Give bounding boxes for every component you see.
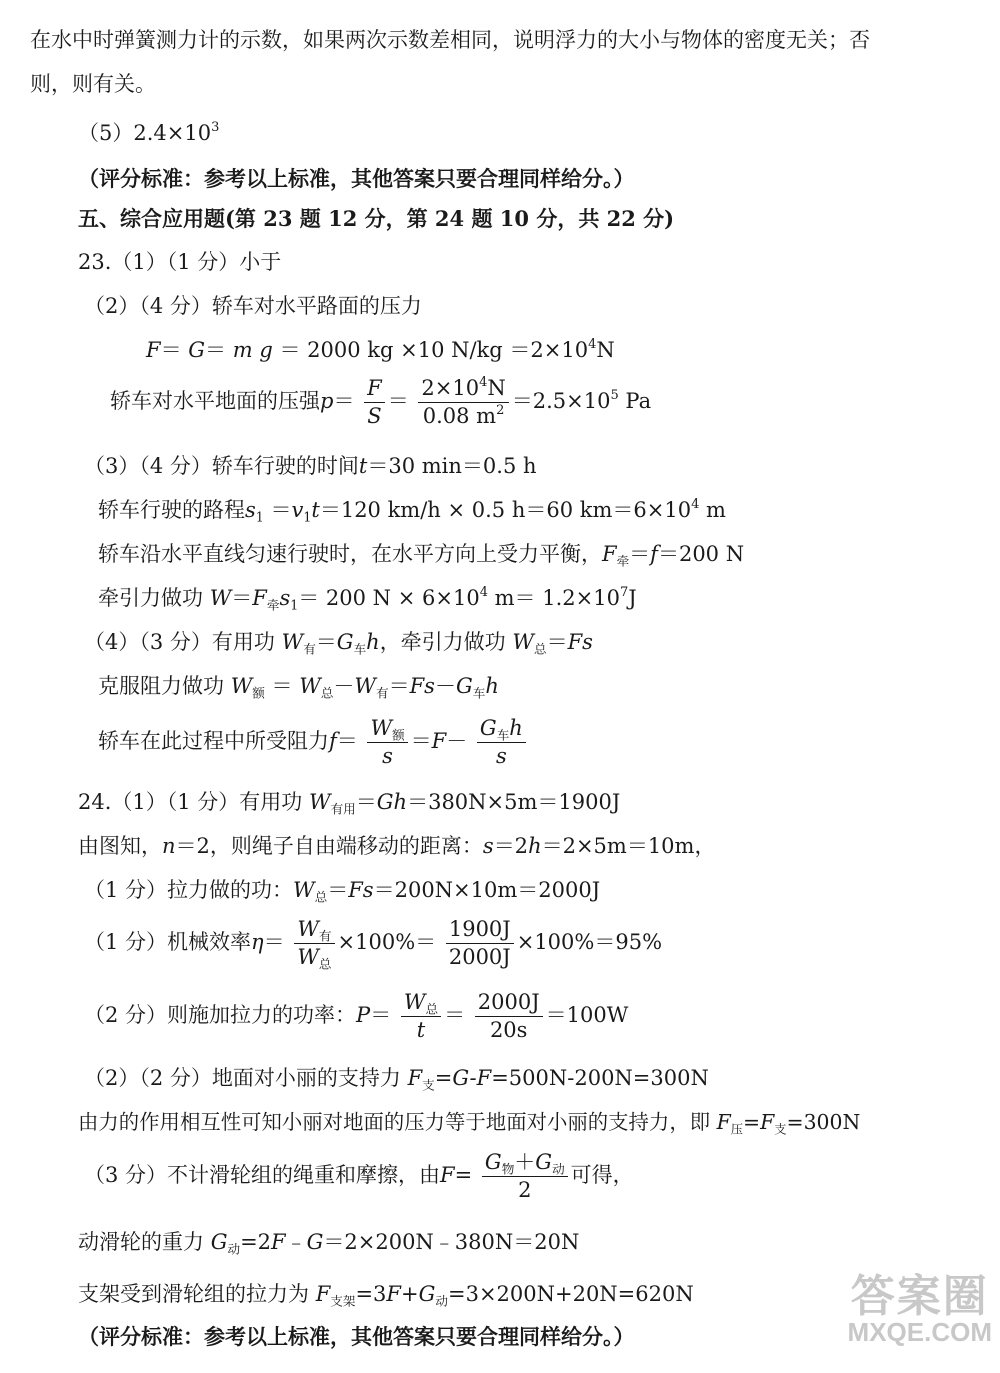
subscript: 车	[472, 685, 486, 701]
subscript: 支	[422, 1077, 435, 1093]
exponent: 3	[211, 119, 220, 135]
var: F	[386, 1282, 401, 1306]
section-heading: 五、综合应用题(第 23 题 12 分，第 24 题 10 分，共 22 分)	[78, 206, 675, 231]
exponent: 4	[691, 496, 700, 512]
op: ＝	[327, 878, 349, 902]
op: ＝	[205, 338, 233, 362]
subscript: 有	[376, 685, 389, 701]
op: ＝	[263, 498, 292, 522]
subscript: 牵	[616, 553, 630, 569]
q23-part4	[84, 630, 593, 657]
subscript: 牵	[266, 597, 280, 613]
formula-work	[98, 584, 637, 613]
formula-label: （1 分）拉力做的功：	[84, 878, 294, 902]
formula-extra-work	[98, 674, 499, 701]
var: s	[279, 586, 291, 610]
var: G	[455, 674, 473, 698]
op: ＝	[315, 630, 337, 654]
var: p	[320, 389, 334, 413]
subscript: 有	[318, 928, 332, 944]
formula-label: 克服阻力做功	[98, 674, 224, 698]
formula-label: 由图知，	[78, 834, 162, 858]
formula-label: （3 分）不计滑轮组的绳重和摩擦，由	[84, 1163, 441, 1187]
op: ＝	[160, 338, 189, 362]
formula-bracket-force	[78, 1282, 694, 1309]
formula-text: =3×200N+20N=620N	[447, 1282, 694, 1306]
formula-rope-distance	[78, 836, 715, 857]
var: Fs	[348, 878, 374, 902]
fraction	[294, 917, 334, 972]
formula-reaction	[78, 1110, 861, 1137]
subscript: 额	[252, 685, 265, 701]
formula-text: ＝100W	[545, 1003, 629, 1027]
op: =2	[240, 1230, 272, 1254]
var: F	[271, 1230, 286, 1254]
var: Fs	[567, 630, 593, 654]
formula-label: （4）（3 分）有用功	[84, 630, 275, 654]
formula-text: ×100%＝95%	[516, 930, 663, 954]
var: G-F	[452, 1066, 492, 1090]
var: G	[535, 1150, 553, 1174]
fraction	[418, 374, 508, 428]
numerator: 1900J	[446, 919, 514, 944]
formula-label: 牵引力做功	[98, 586, 203, 610]
denominator: 2	[518, 1178, 532, 1202]
var: s	[245, 498, 256, 522]
denominator: 2000J	[448, 945, 511, 969]
formula-label: 动滑轮的重力	[78, 1230, 204, 1254]
var: G	[479, 716, 497, 740]
formula-text: ＝120 km/h × 0.5 h＝60 km＝6×10	[319, 498, 692, 522]
formula-efficiency	[84, 917, 663, 972]
var: F	[760, 1110, 775, 1134]
op: －	[446, 729, 468, 753]
var: W	[299, 674, 321, 698]
subscript: 动	[552, 1161, 565, 1177]
var: g	[259, 338, 273, 362]
var: t	[311, 498, 320, 522]
q24-part3	[84, 1152, 634, 1201]
op: ＋	[514, 1150, 536, 1174]
denominator: S	[367, 404, 382, 428]
formula-pulley-weight	[78, 1230, 580, 1257]
subscript: 物	[501, 1161, 515, 1177]
q23-part2: （2）（4 分）轿车对水平路面的压力	[84, 294, 422, 318]
var: W	[281, 630, 304, 654]
subscript: 车	[496, 727, 510, 743]
op: =	[743, 1110, 761, 1134]
op: ＝	[444, 1003, 466, 1027]
q23-part3	[84, 456, 537, 477]
formula-text: m＝ 1.2×10	[487, 586, 620, 610]
unit: Pa	[618, 389, 652, 413]
num-text: 2×10	[421, 376, 480, 400]
var: F	[146, 338, 161, 362]
answer-5-value: （5）2.4×10	[78, 121, 212, 145]
op: －	[434, 674, 456, 698]
op: =3	[355, 1282, 387, 1306]
formula-text: =500N-200N=300N	[491, 1066, 709, 1090]
subscript: 总	[318, 956, 332, 972]
fraction	[446, 919, 514, 968]
subscript: 总	[314, 889, 328, 905]
watermark-logo	[847, 1272, 992, 1347]
op: ＝	[546, 630, 568, 654]
formula-text: ＝2×200N﹣380N＝20N	[323, 1230, 580, 1254]
denominator: s	[495, 744, 507, 768]
var: F	[602, 542, 617, 566]
var: F	[407, 1066, 423, 1090]
formula-text: ＝200N×10m＝2000J	[373, 878, 601, 902]
var: W	[370, 716, 393, 740]
var: W	[512, 630, 534, 654]
formula-label: 轿车沿水平直线匀速行驶时，在水平方向上受力平衡，	[98, 542, 602, 566]
numerator	[482, 1152, 568, 1177]
formula-text: ＝ 200 N × 6×10	[298, 586, 480, 610]
q24-part1	[78, 790, 621, 817]
var: F	[252, 586, 267, 610]
subscript: 动	[435, 1293, 448, 1309]
unit: N	[596, 338, 615, 362]
formula-force	[146, 336, 615, 362]
formula-label: 由力的作用相互性可知小丽对地面的压力等于地面对小丽的支持力，即	[78, 1110, 717, 1134]
formula-text: ＝30 min＝0.5 h	[367, 454, 537, 478]
unit: N	[487, 376, 506, 400]
subscript: 1	[255, 509, 264, 525]
subscript: 额	[392, 727, 405, 743]
op: ＝	[355, 790, 377, 814]
op: ＝	[410, 729, 432, 753]
formula-label: ，牵引力做功	[379, 630, 506, 654]
var: G	[306, 1230, 324, 1254]
unit: J	[628, 586, 637, 610]
denominator: 20s	[489, 1018, 528, 1042]
formula-label: 轿车对水平地面的压强	[110, 389, 320, 413]
var: h	[485, 674, 499, 698]
formula-text: ＝380N×5m＝1900J	[407, 790, 621, 814]
op: ﹣	[285, 1230, 307, 1254]
var: s	[482, 834, 494, 858]
subscript: 总	[425, 1001, 439, 1017]
op: ＝2	[493, 834, 529, 858]
denominator	[420, 403, 508, 427]
result: ＝2.5×10	[511, 389, 611, 413]
denominator: t	[416, 1018, 426, 1042]
formula-text: ×100%＝	[337, 930, 437, 954]
var: Fs	[409, 674, 435, 698]
numerator	[294, 919, 334, 944]
var: W	[230, 674, 253, 698]
subscript: 总	[533, 641, 547, 657]
var: h	[528, 834, 542, 858]
var: m	[232, 338, 253, 362]
text-line: 在水中时弹簧测力计的示数，如果两次示数差相同，说明浮力的大小与物体的密度无关；否	[30, 28, 870, 52]
var: G	[210, 1230, 228, 1254]
formula-label: 轿车行驶的路程	[98, 498, 245, 522]
q24-part2	[84, 1066, 709, 1093]
formula-text: ＝2×5m＝10m，	[541, 834, 716, 858]
op: ＝	[387, 389, 409, 413]
formula-label: （1 分）机械效率	[84, 930, 252, 954]
denominator: s	[382, 744, 393, 768]
var: P	[356, 1003, 371, 1027]
subscript: 1	[290, 597, 299, 613]
exponent: 4	[588, 336, 597, 352]
watermark-url: MXQE.COM	[847, 1317, 992, 1347]
numerator	[367, 718, 407, 743]
subscript: 有用	[330, 801, 356, 817]
var: G	[484, 1150, 502, 1174]
subscript: 总	[320, 685, 334, 701]
formula-resistance	[98, 718, 529, 767]
formula-label: （2 分）则施加拉力的功率：	[84, 1003, 357, 1027]
var: f	[329, 729, 337, 753]
fraction	[367, 718, 407, 767]
var: W	[297, 945, 319, 969]
subscript: 有	[303, 641, 316, 657]
var: F	[315, 1282, 331, 1306]
numerator	[477, 718, 526, 743]
q23-part1: 23.（1）（1 分）小于	[78, 250, 282, 274]
exponent: 4	[479, 584, 488, 600]
op: ＝	[370, 1003, 392, 1027]
scoring-note: （评分标准：参考以上标准，其他答案只要合理同样给分。）	[78, 166, 635, 191]
var: v	[291, 498, 304, 522]
subscript: 1	[303, 509, 312, 525]
formula-text: ＝ 2000 kg ×10 N/kg ＝2×10	[272, 338, 589, 362]
var: W	[403, 990, 426, 1014]
var: G	[418, 1282, 436, 1306]
subscript: 压	[730, 1122, 743, 1137]
formula-label: 24.（1）（1 分）有用功	[78, 790, 303, 814]
fraction	[364, 378, 385, 427]
formula-label: 支架受到滑轮组的拉力为	[78, 1282, 309, 1306]
op: ＝	[231, 586, 253, 610]
exponent: 5	[610, 387, 619, 403]
op: ＝	[333, 389, 355, 413]
op: ＝	[264, 674, 300, 698]
formula-label: （2）（2 分）地面对小丽的支持力	[84, 1066, 408, 1090]
var: t	[358, 454, 368, 478]
var: W	[209, 586, 232, 610]
numerator	[401, 992, 441, 1017]
op: ＝	[336, 729, 358, 753]
formula-label: 轿车在此过程中所受阻力	[98, 729, 329, 753]
subscript: 支架	[330, 1293, 356, 1309]
var: F	[431, 729, 447, 753]
denominator	[294, 944, 334, 972]
unit: m	[699, 498, 726, 522]
var: η	[251, 930, 264, 954]
var: W	[354, 674, 377, 698]
scoring-note: （评分标准：参考以上标准，其他答案只要合理同样给分。）	[78, 1324, 635, 1349]
formula-text: =300N	[786, 1110, 861, 1134]
var: F	[440, 1163, 455, 1187]
fraction	[477, 718, 526, 767]
var: G	[188, 338, 206, 362]
formula-label: 可得，	[570, 1163, 634, 1187]
var: f	[650, 542, 658, 566]
subscript: 车	[353, 641, 367, 657]
var: W	[293, 878, 315, 902]
numerator: F	[364, 378, 385, 403]
fraction	[475, 992, 543, 1041]
var: W	[297, 917, 319, 941]
numerator: 2000J	[475, 992, 543, 1017]
op: =	[434, 1066, 453, 1090]
formula-distance	[98, 496, 726, 525]
op: ＝	[388, 674, 410, 698]
subscript: 支	[774, 1122, 787, 1137]
exponent: 7	[619, 584, 629, 600]
op: =	[454, 1163, 473, 1187]
exponent: 4	[479, 374, 488, 390]
var: G	[336, 630, 354, 654]
formula-balance	[98, 542, 745, 569]
op: ＝	[629, 542, 651, 566]
var: h	[509, 716, 523, 740]
var: F	[716, 1110, 731, 1134]
op: ＝	[263, 930, 285, 954]
var: Gh	[376, 790, 408, 814]
numerator	[418, 374, 508, 403]
op: －	[333, 674, 355, 698]
var: n	[162, 834, 176, 858]
answer-5	[78, 119, 220, 145]
fraction	[482, 1152, 568, 1201]
op: +	[401, 1282, 419, 1306]
den-text: 0.08 m	[422, 404, 497, 428]
formula-power	[84, 992, 628, 1041]
formula-text: ＝200 N	[657, 542, 745, 566]
watermark-text: 答案圈	[850, 1272, 989, 1321]
subscript: 动	[227, 1241, 241, 1257]
var: h	[366, 630, 380, 654]
text-line: 则，则有关。	[30, 72, 156, 96]
formula-pressure	[110, 374, 652, 428]
formula-label: （3）（4 分）轿车行驶的时间	[84, 454, 359, 478]
formula-pull-work	[84, 878, 601, 905]
formula-label: ＝2，则绳子自由端移动的距离：	[175, 834, 483, 858]
fraction	[401, 992, 441, 1041]
exponent: 2	[496, 402, 505, 418]
var: W	[308, 790, 331, 814]
